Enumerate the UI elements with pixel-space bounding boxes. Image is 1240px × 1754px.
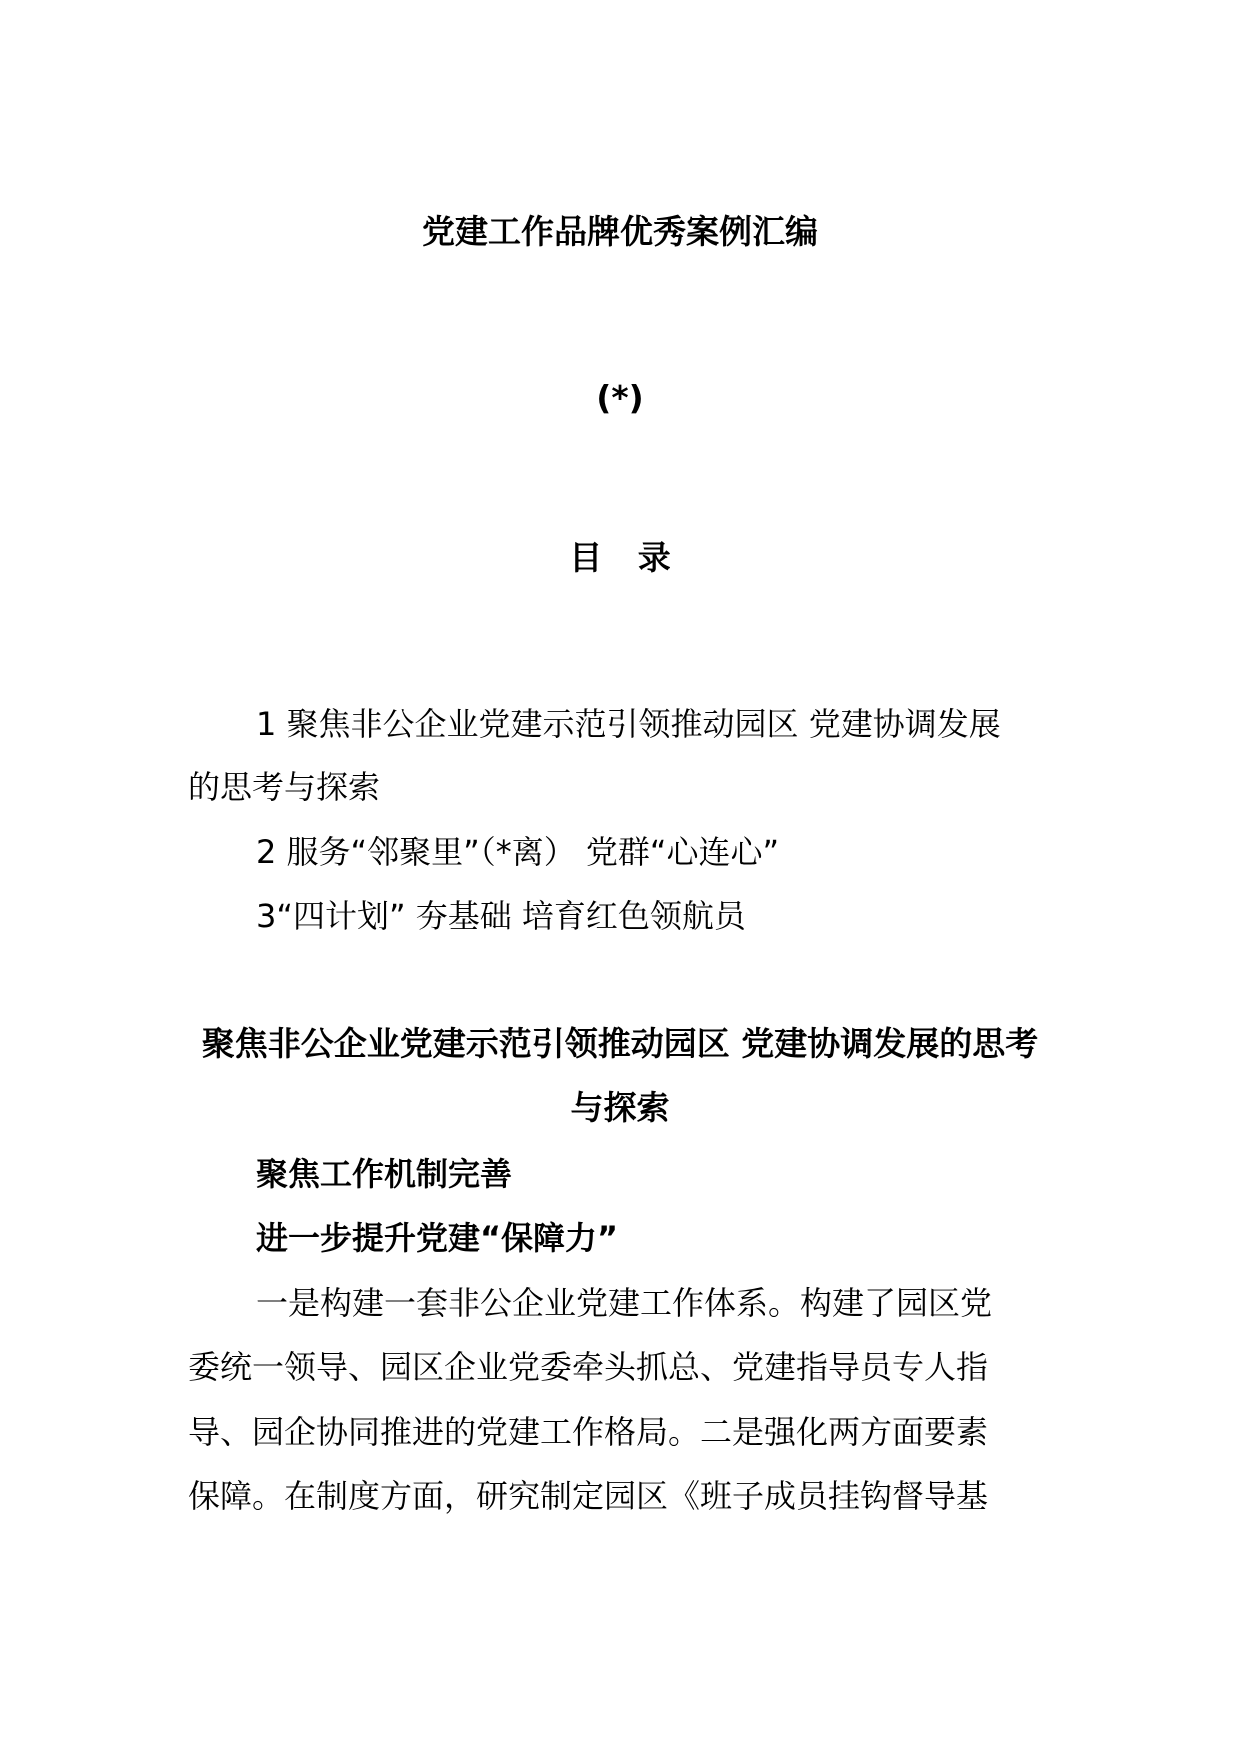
paragraph-line: 一是构建一套非公企业党建工作体系。构建了园区党 bbox=[256, 1284, 993, 1322]
toc-item-2[interactable]: 2 服务“邻聚里”（*离） 党群“心连心” bbox=[256, 833, 780, 871]
paragraph-line: 保障。在制度方面，研究制定园区《班子成员挂钩督导基 bbox=[188, 1477, 989, 1515]
article-subheading-2: 进一步提升党建“保障力” bbox=[256, 1219, 619, 1257]
toc-item-1-line2[interactable]: 的思考与探索 bbox=[188, 768, 381, 806]
document-subtitle: (*) bbox=[596, 378, 644, 417]
article-title-line2: 与探索 bbox=[570, 1088, 670, 1127]
article-title-line1: 聚焦非公企业党建示范引领推动园区 党建协调发展的思考 bbox=[201, 1024, 1039, 1063]
toc-item-1-line1[interactable]: 1 聚焦非公企业党建示范引领推动园区 党建协调发展 bbox=[256, 705, 1001, 743]
article-subheading-1: 聚焦工作机制完善 bbox=[256, 1155, 513, 1193]
toc-item-3[interactable]: 3“四计划” 夯基础 培育红色领航员 bbox=[256, 897, 746, 935]
document-title: 党建工作品牌优秀案例汇编 bbox=[422, 212, 818, 251]
toc-heading: 目 录 bbox=[569, 538, 683, 577]
paragraph-line: 委统一领导、园区企业党委牵头抓总、党建指导员专人指 bbox=[188, 1348, 989, 1386]
paragraph-line: 导、园企协同推进的党建工作格局。二是强化两方面要素 bbox=[188, 1413, 989, 1451]
